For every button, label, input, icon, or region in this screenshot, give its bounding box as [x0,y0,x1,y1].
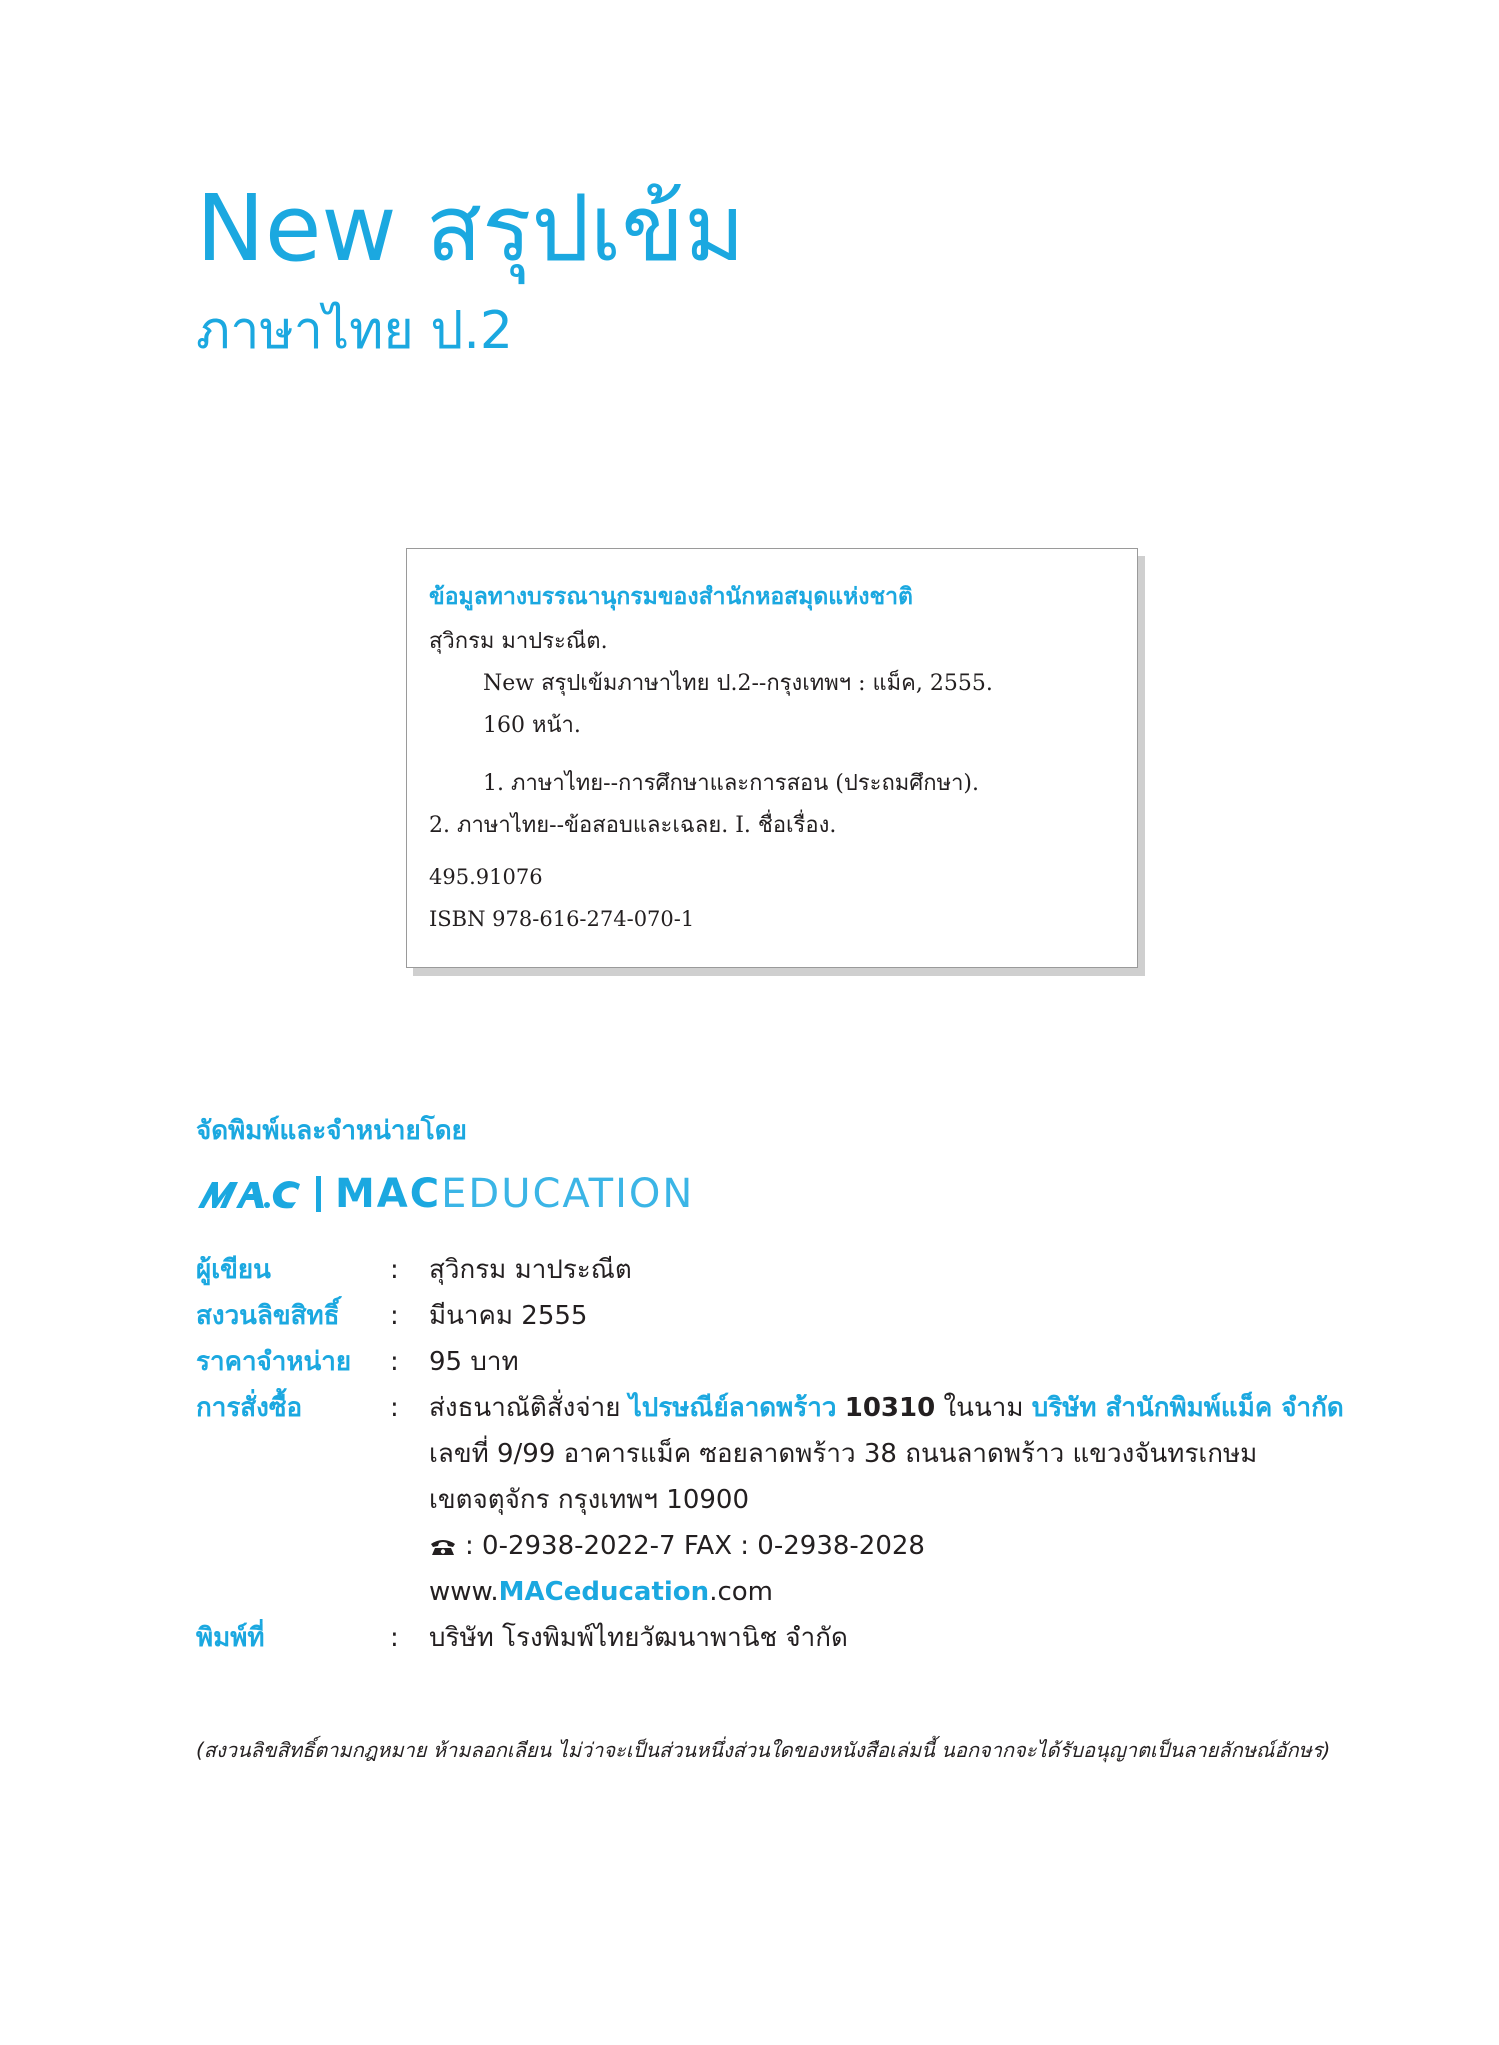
cip-isbn: ISBN 978-616-274-070-1 [429,907,695,931]
detail-value-order: ส่งธนาณัติสั่งจ่าย ไปรษณีย์ลาดพร้าว 10310 ในนาม บริษัท สำนักพิมพ์แม็ค จำกัด [429,1393,1344,1423]
phone-fax: : 0-2938-2022-7 FAX : 0-2938-2028 [465,1531,925,1561]
cip-record-box [406,548,1138,968]
detail-value-copyright: มีนาคม 2555 [429,1301,588,1331]
address-line-1: เลขที่ 9/99 อาคารแม็ค ซอยลาดพร้าว 38 ถนนลาดพร้าว แขวงจันทรเกษม [429,1439,1258,1469]
cip-author: สุวิกรม มาประณีต. [429,629,608,654]
detail-value-printer: บริษัท โรงพิมพ์ไทยวัฒนาพานิช จำกัด [429,1623,848,1653]
postcode: 10310 [844,1393,936,1423]
detail-label-author: ผู้เขียน [196,1255,271,1285]
post-office: ไปรษณีย์ลาดพร้าว [628,1393,837,1423]
address-line-2: เขตจตุจักร กรุงเทพฯ 10900 [429,1485,750,1515]
book-title: New สรุปเข้ม [196,175,745,282]
cip-pages: 160 หน้า. [483,713,581,738]
cip-classification: 495.91076 [429,865,543,889]
detail-value-author: สุวิกรม มาประณีต [429,1255,632,1285]
publisher-heading: จัดพิมพ์และจำหน่ายโดย [196,1116,467,1146]
detail-value-price: 95 บาท [429,1347,519,1377]
logo-wordmark: MACEDUCATION [335,1171,695,1217]
detail-label-copyright: สงวนลิขสิทธิ์ [196,1301,340,1331]
cip-subject-1: 1. ภาษาไทย--การศึกษาและการสอน (ประถมศึกษา). [483,771,980,796]
copyright-notice: (สงวนลิขสิทธิ์ตามกฎหมาย ห้ามลอกเลียน ไม่ว่าจะเป็นส่วนหนึ่งส่วนใดของหนังสือเล่มนี้ นอกจากจะได้รับอนุญาตเป็นลายลักษณ์อักษร) [196,1738,1331,1762]
detail-label-order: การสั่งซื้อ [196,1393,303,1423]
detail-label-price: ราคาจำหน่าย [196,1347,352,1377]
company-name: บริษัท สำนักพิมพ์แม็ค จำกัด [1031,1393,1344,1423]
cip-subject-2: 2. ภาษาไทย--ข้อสอบและเฉลย. I. ชื่อเรื่อง. [429,813,837,838]
website-line: www.MACeducation.com [429,1577,773,1607]
book-subtitle: ภาษาไทย ป.2 [196,301,514,361]
cip-imprint: New สรุปเข้มภาษาไทย ป.2--กรุงเทพฯ : แม็ค, 2555. [483,671,993,696]
mac-logo-mark-icon [196,1174,302,1214]
detail-label-printer: พิมพ์ที่ [196,1623,265,1653]
phone-line [429,1533,925,1559]
logo-separator [316,1176,321,1212]
cip-heading: ข้อมูลทางบรรณานุกรมของสำนักหอสมุดแห่งชาติ [429,583,913,610]
mac-education-logo [196,1166,694,1222]
telephone-icon [429,1536,457,1556]
